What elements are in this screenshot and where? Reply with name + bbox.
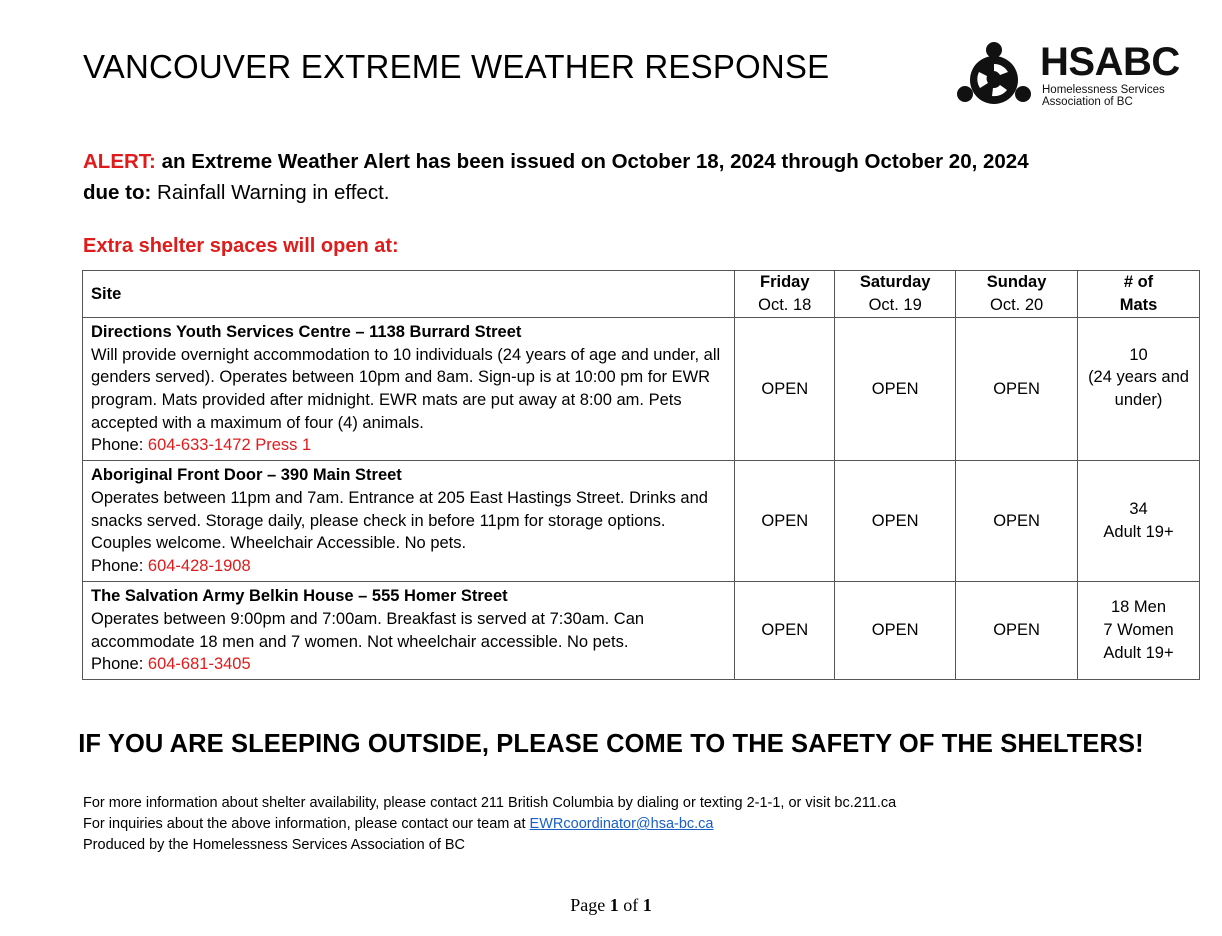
site-description: Will provide overnight accommodation to 10 individuals (24 years of age and under, all genders served). Operates between 10pm and 8am. Sign-up is at 10:00 pm for EWR program. Mats provided after midnight. EWR mats are put away at 8:00 am. Pets accepted with a maximum of four (4) animals. (91, 345, 721, 432)
site-description: Operates between 9:00pm and 7:00am. Breakfast is served at 7:30am. Can accommodate 18 men and 7 women. Not wheelchair accessible. No pets. (91, 609, 645, 651)
status-cell: OPEN (735, 461, 835, 582)
site-cell (83, 461, 735, 582)
shelter-table (82, 270, 1200, 680)
footer-produced-line: Produced by the Homelessness Services Association of BC (83, 837, 466, 853)
site-name: Directions Youth Services Centre – 1138 Burrard Street (91, 322, 522, 341)
table-row (83, 582, 1200, 680)
logo-wordmark: HSABC (1040, 40, 1180, 84)
due-line (83, 177, 1029, 208)
table-row (83, 461, 1200, 582)
phone-number: 604-428-1908 (147, 557, 251, 576)
hsabc-logo-icon (955, 40, 1033, 110)
due-label: due to: (83, 181, 152, 204)
phone-number: 604-681-3405 (147, 655, 251, 674)
status-cell: OPEN (735, 582, 835, 680)
phone-label: Phone: (91, 557, 144, 576)
phone-label: Phone: (91, 655, 144, 674)
status-cell: OPEN (735, 318, 835, 461)
site-description: Operates between 11pm and 7am. Entrance at 205 East Hastings Street. Drinks and snacks served. Storage daily, please check in before 11pm for storage options. Couples welcome. Wheelchair Accessible. No pets. (91, 488, 708, 553)
site-column-header: Site (83, 271, 735, 318)
due-text: Rainfall Warning in effect. (157, 181, 390, 204)
hsabc-logo (955, 40, 1180, 112)
page-number: Page 1 of 1 (570, 895, 652, 915)
page-title: VANCOUVER EXTREME WEATHER RESPONSE (83, 48, 830, 85)
table-row (83, 318, 1200, 461)
footer (83, 793, 896, 856)
status-cell: OPEN (835, 318, 956, 461)
alert-label: ALERT: (83, 150, 156, 173)
friday-column-header: Friday Oct. 18 (735, 271, 835, 318)
logo-subtitle: Homelessness Services Association of BC (1042, 84, 1165, 108)
extra-shelter-heading: Extra shelter spaces will open at: (83, 235, 399, 257)
phone-label: Phone: (91, 436, 144, 455)
saturday-column-header: Saturday Oct. 19 (835, 271, 956, 318)
footer-info-line: For more information about shelter availability, please contact 211 British Columbia by dialing or texting 2-1-1, or visit bc.211.ca (83, 795, 897, 811)
status-cell: OPEN (956, 582, 1078, 680)
phone-number: 604-633-1472 Press 1 (147, 436, 312, 455)
alert-line (83, 146, 1029, 177)
status-cell: OPEN (835, 461, 956, 582)
mats-column-header: # of Mats (1078, 271, 1200, 318)
table-header-row (83, 271, 1200, 318)
status-cell: OPEN (835, 582, 956, 680)
email-link[interactable]: EWRcoordinator@hsa-bc.ca (529, 816, 714, 832)
site-name: The Salvation Army Belkin House – 555 Homer Street (91, 587, 508, 606)
alert-notice (83, 146, 1029, 208)
mats-cell: 18 Men 7 Women Adult 19+ (1078, 582, 1200, 680)
mats-cell: 10 (24 years and under) (1078, 318, 1200, 461)
site-name: Aboriginal Front Door – 390 Main Street (91, 466, 402, 485)
mats-cell: 34 Adult 19+ (1078, 461, 1200, 582)
site-cell (83, 582, 735, 680)
site-cell (83, 318, 735, 461)
sunday-column-header: Sunday Oct. 20 (956, 271, 1078, 318)
status-cell: OPEN (956, 461, 1078, 582)
alert-text: an Extreme Weather Alert has been issued on October 18, 2024 through October 20, 2024 (161, 150, 1029, 173)
footer-contact-line: For inquiries about the above information, please contact our team at EWRcoordinator@hsa-bc.ca (83, 816, 714, 832)
status-cell: OPEN (956, 318, 1078, 461)
safety-message: IF YOU ARE SLEEPING OUTSIDE, PLEASE COME TO THE SAFETY OF THE SHELTERS! (78, 730, 1144, 758)
